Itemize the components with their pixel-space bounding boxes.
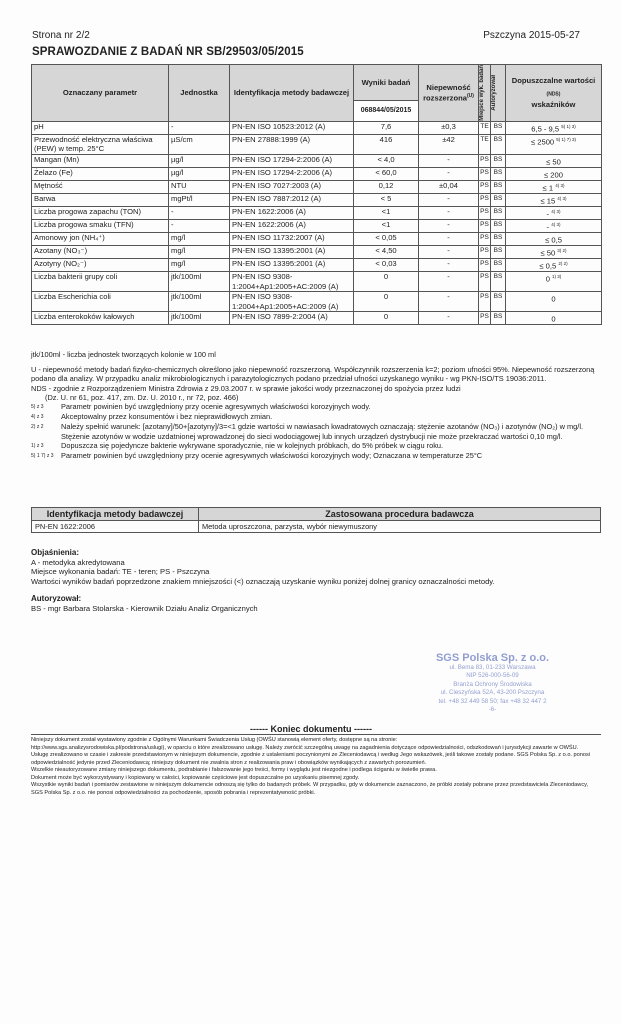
note-mark: 2) z 2 [31,424,44,431]
cell-limit: ≤ 0,5 [506,232,602,245]
cell-method: PN-EN ISO 13395:2001 (A) [230,245,354,258]
footer-text [31,734,601,797]
cell-unit: jtk/100ml [169,312,230,325]
cell-param: Mangan (Mn) [32,154,169,167]
cell-method: PN-EN 1622:2006 (A) [230,219,354,232]
legend-note [31,402,601,412]
cell-uncertainty: - [419,258,479,271]
cell-unit: mg/l [169,245,230,258]
footer-paragraph: Wszystkie wyniki badań i pomiarów zestawione w niniejszym dokumencie odnoszą się tylko do badanych próbek. W przypadku, gdy w dokumencie zaznaczono, że próbki zostały pobrane przez przedstawiciela Zleceniodawcy, SGS Polska Sp. z o.o. nie ponosi odpowiedzialności za pochodzenie, sposób pobrania i reprezentatywność próbki. [31,782,589,796]
table-row [32,154,602,167]
cell-unit: - [169,121,230,134]
cell-method: PN-EN ISO 10523:2012 (A) [230,121,354,134]
cell-result: 0 [354,312,419,325]
legend-nds-ref: (Dz. U. nr 61, poz. 417, zm. Dz. U. 2010 r., nr 72, poz. 466) [45,392,239,402]
cell-param: pH [32,121,169,134]
cell-author: BS [491,272,506,292]
table-row [32,193,602,206]
note-text: Parametr powinien być uwzględniony przy ocenie agresywnych właściwości korozyjnych wody. [61,402,371,412]
note-mark: 4) z 3 [31,414,44,421]
cell-result: < 4,50 [354,245,419,258]
cell-result: < 0,03 [354,258,419,271]
cell-author: BS [491,134,506,154]
cell-result: 0 [354,292,419,312]
col-unit: Jednostka [169,65,230,122]
cell-param: Azotany (NO₃⁻) [32,245,169,258]
cell-author: BS [491,219,506,232]
cell-place: PS [479,180,491,193]
cell-param: Liczba progowa smaku (TFN) [32,219,169,232]
cell-limit: ≤ 50 $^{3) 2)}$ [506,245,602,258]
cell-param: Barwa [32,193,169,206]
end-of-document: ------ Koniec dokumentu ------ [250,724,372,734]
cell-place: PS [479,292,491,312]
cell-limit: ≤ 200 [506,167,602,180]
col-author: Autoryzował [491,65,506,122]
cell-result: < 4,0 [354,154,419,167]
cell-author: BS [491,232,506,245]
methods-table [31,507,601,533]
note-mark: 1) z 3 [31,442,44,449]
table-row [32,232,602,245]
cell-method: PN-EN ISO 7027:2003 (A) [230,180,354,193]
cell-result: <1 [354,206,419,219]
cell-result: <1 [354,219,419,232]
cell-place: PS [479,232,491,245]
cell-limit: 0 $^{1) 3)}$ [506,272,602,292]
footer-paragraph: Usługę zrealizowano w czasie i zakresie przedstawionym w niniejszym dokumencie, zgodnie z ustaleniami poczynionymi ze Zleceniodawcą i według Jego wskazówek, jeśli takowe zostały podane. SGS Polska Sp. z o.o. ponosi odpowiedzialność jedynie przed Zleceniodawcą; niniejszy dokument nie zwalnia stron z realizowania praw i obowiązków wynikających z zawartych porozumień. [31,752,591,766]
col-method: Identyfikacja metody badawczej [230,65,354,122]
cell-uncertainty: ±0,3 [419,121,479,134]
cell-author: BS [491,206,506,219]
cell-result: < 5 [354,193,419,206]
legend [31,350,601,461]
footer-paragraph: http://www.sgs.analizysrodowiska.pl/podstrona/uslugi), w oparciu o które zrealizowano usługę. Należy zwrócić szczególną uwagę na zagadnienia dotyczące odpowiedzialności, odszkodowań i jurysdykcji zawarte w OWŚU. [31,744,579,751]
cell-uncertainty: - [419,312,479,325]
expl-a: A - metodyka akredytowana [31,557,125,567]
table-row [32,258,602,271]
footer-paragraph: Dokument może być wykorzystywany i kopiowany w całości, kopiowanie częściowe jest dopuszczalne po uzyskaniu pisemnej zgody. [31,774,360,781]
cell-param: Amonowy jon (NH₄⁺) [32,232,169,245]
legend-nds: NDS - zgodnie z Rozporządzeniem Ministra Zdrowia z 29.03.2007 r. w sprawie jakości wody przeznaczonej do spożycia przez ludzi [31,383,461,393]
cell-result: 0,12 [354,180,419,193]
cell-place: TE [479,121,491,134]
page-number: Strona nr 2/2 [32,30,90,41]
legend-unit: jtk/100ml - liczba jednostek tworzących kolonie w 100 ml [31,350,216,359]
cell-unit: µg/l [169,154,230,167]
cell-author: BS [491,312,506,325]
cell-unit: jtk/100ml [169,272,230,292]
cell-uncertainty: - [419,219,479,232]
cell-unit: mg/l [169,258,230,271]
cell-limit: 6,5 - 9,5 $^{5) 1) 3)}$ [506,121,602,134]
table-row [32,121,602,134]
page-header [32,30,580,41]
cell-unit: µS/cm [169,134,230,154]
cell-limit: 0 [506,312,602,325]
cell-author: BS [491,121,506,134]
cell-uncertainty: - [419,154,479,167]
cell-method: PN-EN ISO 9308-1:2004+Ap1:2005+AC:2009 (A) [230,272,354,292]
table-row [32,219,602,232]
cell-method: PN-EN 27888:1999 (A) [230,134,354,154]
cell-method: PN-EN ISO 7887:2012 (A) [230,193,354,206]
cell-param: Azotyny (NO₂⁻) [32,258,169,271]
cell-author: BS [491,167,506,180]
cell-limit: ≤ 15 $^{4) 3)}$ [506,193,602,206]
cell-param: Liczba enterokoków kałowych [32,312,169,325]
legend-uncertainty: U - niepewność metody badań fizyko-chemicznych określono jako niepewność rozszerzoną. Współczynnik rozszerzenia k=2; poziom ufności 95%. Niepewność rozszerzoną podano dla analizy. W przypadku analiz mikrobiologicznych i parazytologicznych podano przedział ufności uzyskanego wyniku - wg PKN-ISO/TS 19036:2011. [31,365,595,384]
expl-less: Wartości wyników badań poprzedzone znakiem mniejszości (<) oznaczają uzyskanie wyniku poniżej dolnej granicy oznaczalności metody. [31,576,495,586]
cell-method: PN-EN ISO 13395:2001 (A) [230,258,354,271]
methods-c2: Metoda uproszczona, parzysta, wybór niewymuszony [199,521,601,533]
cell-method: PN-EN ISO 17294-2:2006 (A) [230,154,354,167]
cell-author: BS [491,180,506,193]
results-id: 068844/05/2015 [354,101,419,122]
legend-note [31,441,601,451]
cell-place: PS [479,245,491,258]
cell-method: PN-EN ISO 7899-2:2004 (A) [230,312,354,325]
expl-place: Miejsce wykonania badań: TE - teren; PS - Pszczyna [31,567,210,577]
place-date: Pszczyna 2015-05-27 [483,30,580,41]
table-row [32,206,602,219]
col-results: Wyniki badań [354,65,419,101]
cell-param: Liczba bakterii grupy coli [32,272,169,292]
cell-author: BS [491,154,506,167]
cell-unit: jtk/100ml [169,292,230,312]
cell-unit: mgPt/l [169,193,230,206]
cell-place: PS [479,206,491,219]
cell-limit: - $^{4) 3)}$ [506,206,602,219]
cell-param: Liczba Escherichia coli [32,292,169,312]
cell-uncertainty: ±42 [419,134,479,154]
cell-result: < 0,05 [354,232,419,245]
cell-result: 416 [354,134,419,154]
cell-limit: ≤ 50 [506,154,602,167]
cell-limit: 0 [506,292,602,312]
cell-place: TE [479,134,491,154]
cell-method: PN-EN ISO 17294-2:2006 (A) [230,167,354,180]
col-uncertainty: Niepewność rozszerzona$^{(U)}$ [419,65,479,122]
cell-place: PS [479,219,491,232]
col-param: Oznaczany parametr [32,65,169,122]
methods-c1: PN-EN 1622:2006 [32,521,199,533]
report-title: SPRAWOZDANIE Z BADAŃ NR SB/29503/05/2015 [32,46,304,58]
cell-uncertainty: - [419,245,479,258]
cell-author: BS [491,245,506,258]
cell-uncertainty: - [419,193,479,206]
table-row [32,292,602,312]
cell-unit: - [169,219,230,232]
cell-method: PN-EN 1622:2006 (A) [230,206,354,219]
cell-unit: - [169,206,230,219]
cell-uncertainty: - [419,272,479,292]
table-row [32,134,602,154]
cell-method: PN-EN ISO 11732:2007 (A) [230,232,354,245]
footer-paragraph: Wszelkie nieautoryzowane zmiany niniejszego dokumentu, podrabianie i fałszowanie jego treści, formy i wyglądu jest niezgodne i podlega ściganiu w świetle prawa. [31,767,437,773]
table-row [32,180,602,193]
cell-uncertainty: - [419,167,479,180]
methods-h2: Zastosowana procedura badawcza [199,508,601,521]
legend-note [31,412,601,422]
cell-limit: ≤ 2500 $^{5) 1) 7) 3)}$ [506,134,602,154]
note-text: Dopuszcza się pojedyncze bakterie wykrywane sporadycznie, nie w kolejnych próbkach, do 5% próbek w ciągu roku. [61,440,444,450]
col-place: Miejsce wyk. badań [479,65,491,122]
cell-author: BS [491,193,506,206]
col-limit: Dopuszczalne wartości $_{(NDS)}$ wskaźników [506,65,602,122]
cell-limit: - $^{4) 3)}$ [506,219,602,232]
authorized-by: BS - mgr Barbara Stolarska - Kierownik Działu Analiz Organicznych [31,603,258,613]
note-mark: 5) 1 7) z 3 [31,453,54,460]
cell-unit: mg/l [169,232,230,245]
cell-limit: ≤ 0,5 $^{2) 2)}$ [506,258,602,271]
cell-unit: µg/l [169,167,230,180]
explanations [31,548,601,614]
cell-limit: ≤ 1 $^{4) 3)}$ [506,180,602,193]
cell-result: < 60,0 [354,167,419,180]
note-text: Parametr powinien być uwzględniony przy ocenie agresywnych właściwości korozyjnych wody; Oznaczana w temperaturze 25°C [61,451,483,461]
cell-param: Przewodność elektryczna właściwa (PEW) w temp. 25°C [32,134,169,154]
cell-uncertainty: - [419,206,479,219]
cell-param: Liczba progowa zapachu (TON) [32,206,169,219]
legend-note [31,422,601,440]
authorized-heading: Autoryzował: [31,594,82,604]
table-row [32,245,602,258]
cell-param: Mętność [32,180,169,193]
cell-author: BS [491,258,506,271]
legend-note [31,451,601,461]
table-row [32,272,602,292]
cell-unit: NTU [169,180,230,193]
company-stamp: SGS Polska Sp. z o.o. ul. Bema 83, 01-233 Warszawa NIP 526-000-56-09 Branża Ochrony Środowiska ul. Cieszyńska 52A, 43-200 Pszczyna tel. +48 32 449 58 50; fax +48 32 447 2 -6- [435,652,550,714]
note-text: Należy spełnić warunek: [azotany]/50+[azotyny]/3=<1 gdzie wartości w nawiasach kwadratowych oznaczają: stężenie azotanów (NO₃) i azotynów (NO₂) w mg/l. Stężenie azotynów w wodzie uzdatnionej wprowadzonej do sieci wodociągowej lub innych urządzeń dystrybucji nie może przekraczać wartości 0,10 mg/l. [61,422,584,441]
cell-place: PS [479,258,491,271]
cell-result: 0 [354,272,419,292]
note-text: Akceptowalny przez konsumentów i bez nieprawidłowych zmian. [61,412,273,422]
explanations-heading: Objaśnienia: [31,548,80,557]
cell-method: PN-EN ISO 9308-1:2004+Ap1:2005+AC:2009 (A) [230,292,354,312]
table-row [32,312,602,325]
cell-place: PS [479,312,491,325]
cell-place: PS [479,272,491,292]
table-row [32,167,602,180]
cell-param: Żelazo (Fe) [32,167,169,180]
cell-place: PS [479,154,491,167]
cell-place: PS [479,193,491,206]
footer-paragraph: Niniejszy dokument został wystawiony zgodnie z Ogólnymi Warunkami Świadczenia Usług (OWŚU stanowią element oferty, dostępne są na stronie: [31,737,398,743]
results-table [31,64,602,325]
cell-uncertainty: - [419,292,479,312]
cell-result: 7,6 [354,121,419,134]
cell-place: PS [479,167,491,180]
cell-author: BS [491,292,506,312]
cell-uncertainty: ±0,04 [419,180,479,193]
cell-uncertainty: - [419,232,479,245]
note-mark: 5) z 3 [31,404,44,411]
methods-h1: Identyfikacja metody badawczej [32,508,199,521]
